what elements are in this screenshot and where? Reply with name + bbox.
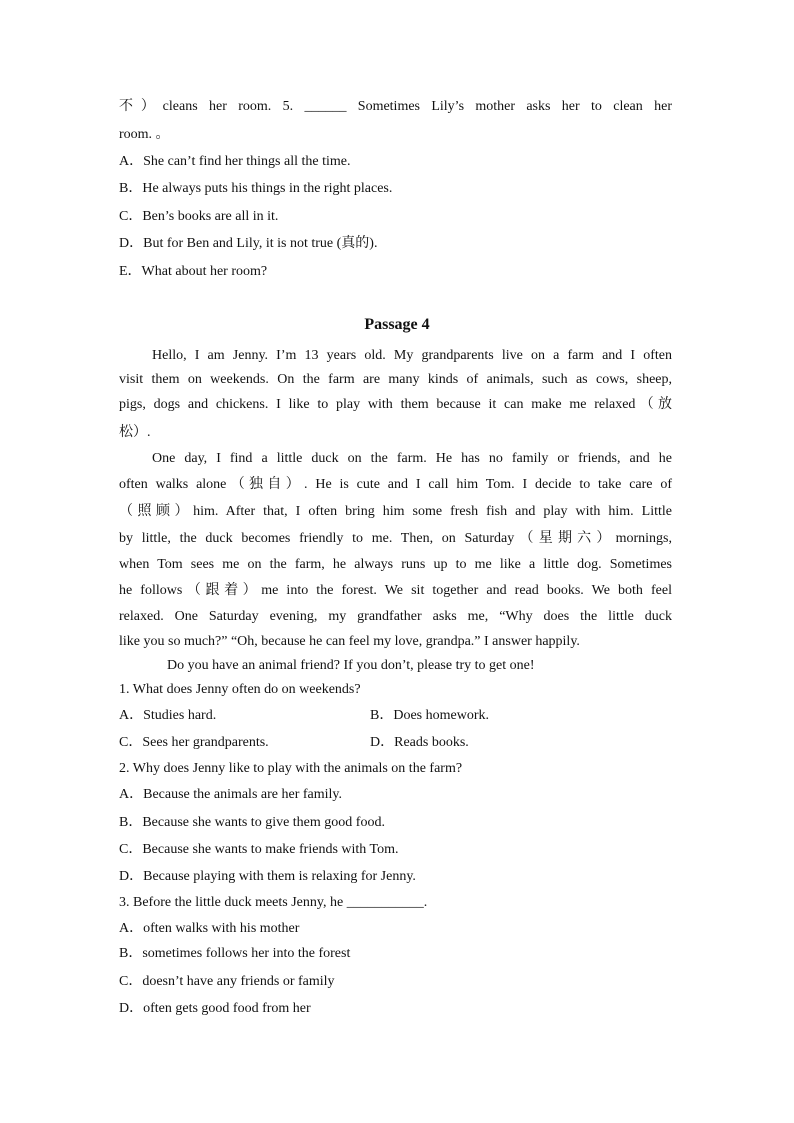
question-stem: 1. What does Jenny often do on weekends? — [119, 682, 361, 697]
answer-option: C．Because she wants to make friends with Tom. — [119, 842, 399, 857]
passage-line: relaxed. One Saturday evening, my grandfather asks me, “Why does the little duck — [119, 609, 672, 624]
passage-line: Hello, I am Jenny. I’m 13 years old. My grandparents live on a farm and I often — [152, 348, 672, 363]
answer-option: A．often walks with his mother — [119, 921, 300, 936]
option-b: B．He always puts his things in the right places. — [119, 181, 393, 196]
option-a: A．She can’t find her things all the time. — [119, 154, 351, 169]
passage-title: Passage 4 — [364, 316, 430, 333]
answer-option: C．doesn’t have any friends or family — [119, 974, 335, 989]
answer-option: A．Because the animals are her family. — [119, 787, 343, 802]
passage-line: like you so much?” “Oh, because he can feel my love, grandpa.” I answer happily. — [119, 634, 580, 649]
answer-option: B．Does homework. — [370, 708, 489, 723]
option-d: D．But for Ben and Lily, it is not true (真的). — [119, 236, 378, 251]
passage-line: he follows（跟着）me into the forest. We sit together and read books. We both feel — [119, 583, 672, 598]
passage-line: visit them on weekends. On the farm are many kinds of animals, such as cows, sheep, — [119, 372, 672, 387]
answer-option: B．sometimes follows her into the forest — [119, 946, 351, 961]
question-stem: 3. Before the little duck meets Jenny, he ___________. — [119, 895, 428, 910]
answer-option: D．Because playing with them is relaxing for Jenny. — [119, 869, 416, 884]
answer-option: B．Because she wants to give them good food. — [119, 815, 385, 830]
passage-line: when Tom sees me on the farm, he always runs up to me like a little dog. Sometimes — [119, 557, 672, 572]
passage-line: pigs, dogs and chickens. I like to play with them because it can make me relaxed（放 — [119, 397, 672, 412]
answer-option: C．Sees her grandparents. — [119, 735, 269, 750]
answer-option: A．Studies hard. — [119, 708, 217, 723]
passage-line: One day, I find a little duck on the farm. He has no family or friends, and he — [152, 451, 672, 466]
answer-option: D．Reads books. — [370, 735, 469, 750]
option-e: E．What about her room? — [119, 264, 268, 279]
passage-line: by little, the duck becomes friendly to me. Then, on Saturday（星期六）mornings, — [119, 531, 672, 546]
passage-line: Do you have an animal friend? If you don’t, please try to get one! — [167, 658, 535, 673]
passage-line: 松）. — [119, 425, 151, 440]
answer-option: D．often gets good food from her — [119, 1001, 311, 1016]
passage3-line: room. 。 — [119, 127, 170, 142]
passage3-line: 不）cleans her room. 5. ______ Sometimes Lily’s mother asks her to clean her — [119, 99, 672, 114]
question-stem: 2. Why does Jenny like to play with the animals on the farm? — [119, 761, 463, 776]
option-c: C．Ben’s books are all in it. — [119, 209, 279, 224]
passage-line: （照顾）him. After that, I often bring him some fresh fish and play with him. Little — [119, 504, 672, 519]
passage-line: often walks alone（独自）. He is cute and I call him Tom. I decide to take care of — [119, 477, 672, 492]
